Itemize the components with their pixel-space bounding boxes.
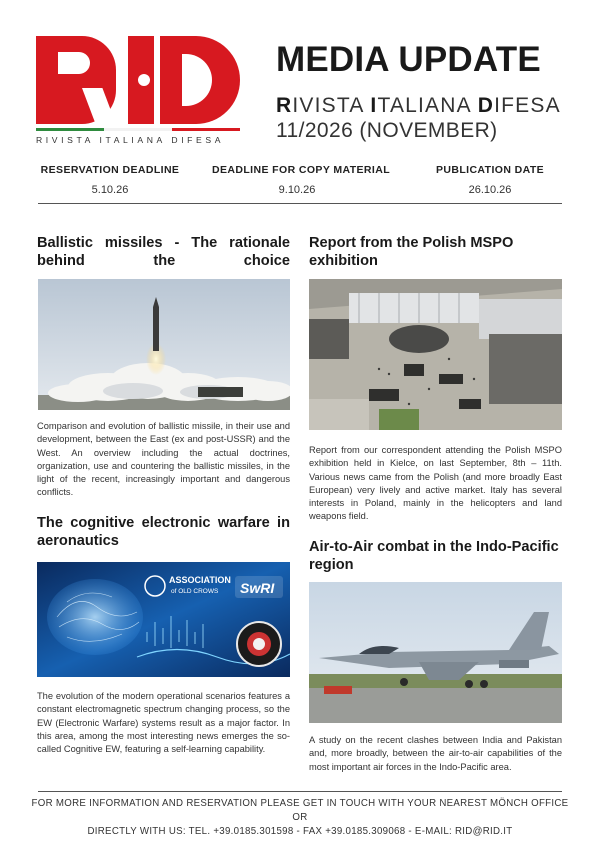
divider [38,791,562,792]
aoc-logo-text-2: of OLD CROWS [171,588,219,595]
logo-dot [138,74,150,86]
issue-number: 11/2026 (NOVEMBER) [276,119,498,142]
logo-letter-r [36,36,116,124]
exhibition-aerial-photo [309,279,562,430]
page-title: MEDIA UPDATE [276,40,541,79]
article-title: Report from the Polish MSPO exhibition [309,235,514,269]
article-title: The cognitive electronic warfare in aeronautics [37,515,290,549]
article-body: Report from our correspondent attending the Polish MSPO exhibition held in Kielce, on last September, 8th – 11th. Various news came from the Polish (and more broadly East European) very lively and active market. Italy has several interests in Poland, mainly in the helicopters and land weapons field. [309,445,562,522]
footer-line-1: FOR MORE INFORMATION AND RESERVATION PLEASE GET IN TOUCH WITH YOUR NEAREST MÖNCH OFFICE OR [31,798,569,823]
reservation-deadline-label: RESERVATION DEADLINE [40,164,180,176]
article-title: Air-to-Air combat in the Indo-Pacific region [309,539,559,573]
article-body: A study on the recent clashes between India and Pakistan and, more broadly, between the air-to-air capabilities of the most important air forces in the Indo-Pacific area. [309,735,562,772]
copy-deadline-value: 9.10.26 [278,184,316,196]
rid-logo [36,36,240,146]
missile-launch-photo [38,279,290,410]
footer-line-2: DIRECTLY WITH US: TEL. +39.0185.301598 - FAX +39.0185.309068 - E-MAIL: RID@RID.IT [87,826,513,837]
fighter-jet-photo [309,582,562,723]
article-body: Comparison and evolution of ballistic missile, in their use and development, between the East (ex and post-USSR) and the West. An overview including the actual doctrines, organization, use and countering the ballistic missiles, in the light of the recent, increasingly important and dangerous conflicts. [37,421,290,498]
divider [38,203,562,204]
copy-deadline-label: DEADLINE FOR COPY MATERIAL [212,164,391,176]
italian-flag-stripe [36,128,240,131]
logo-letter-d [160,36,240,124]
logo-subtitle: RIVISTA ITALIANA DIFESA [36,135,225,145]
contact-footer [30,797,570,839]
reservation-deadline-value: 5.10.26 [91,184,129,196]
swri-logo-text: SwRI [240,580,275,596]
publication-date-label: PUBLICATION DATE [435,164,545,176]
cognitive-ew-illustration [37,562,290,677]
aoc-logo-text-1: ASSOCIATION [169,575,231,585]
publication-name: RIVISTA ITALIANA DIFESA [276,94,561,117]
publication-date-value: 26.10.26 [468,184,512,196]
article-body: The evolution of the modern operational scenarios features a constant electromagnetic spectrum changing process, so the EW (Electronic Warfare) systems result as a major factor. In this area, among the most interesting news emerges the so-called Cognitive EW, featuring a self-learning capability. [37,691,290,755]
article-title: Ballistic missiles - The rationale behind the choice [37,235,290,269]
